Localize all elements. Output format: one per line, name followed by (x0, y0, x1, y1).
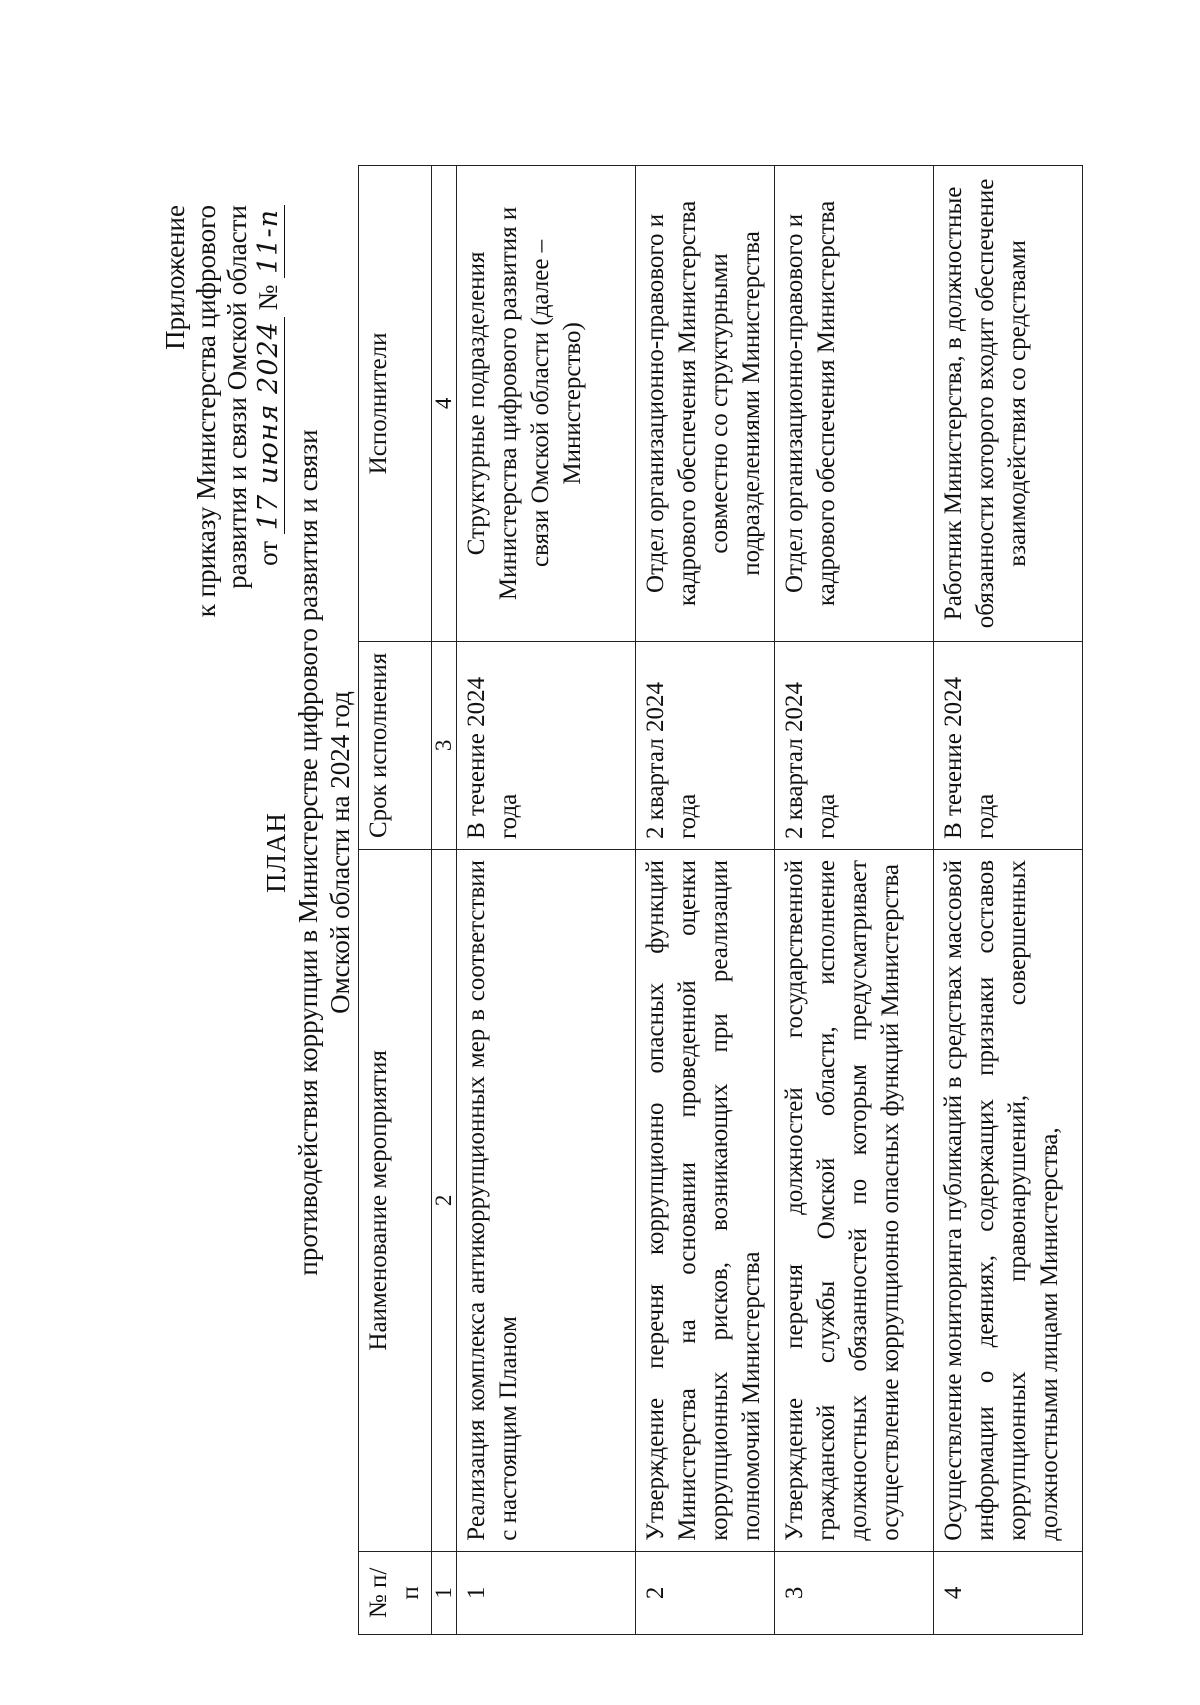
plan-title: ПЛАН (261, 812, 291, 893)
activity-name: Утверждение перечня коррупционно опасных функций Министерства на основании проведенной оценки коррупционных рисков, возникающих при реализации полномочий Министерства (636, 849, 775, 1551)
column-number-row (432, 166, 457, 1635)
activity-term: 2 квартал 2024 года (636, 641, 775, 849)
handwritten-number: 11-п (253, 205, 285, 278)
appendix-order-line: к приказу Министерства цифрового (191, 205, 221, 618)
column-number: 1 (432, 1551, 457, 1634)
row-number: 3 (775, 1551, 934, 1634)
column-number: 2 (432, 849, 457, 1551)
table-row (775, 166, 934, 1635)
header-term: Срок исполнения (359, 641, 432, 849)
plan-title-block (260, 0, 356, 1705)
plan-subtitle-line1: противодействия коррупции в Министерстве цифрового развития и связи (293, 429, 323, 1276)
handwritten-date: 17 июня 2024 (253, 317, 285, 534)
column-number: 3 (432, 641, 457, 849)
activity-executors: Отдел организационно-правового и кадрового обеспечения Министерства (775, 166, 934, 642)
activity-name: Реализация комплекса антикоррупционных мер в соответствии с настоящим Планом (457, 849, 636, 1551)
table-row (457, 166, 636, 1635)
row-number: 2 (636, 1551, 775, 1634)
activity-executors: Структурные подразделения Министерства цифрового развития и связи Омской области (далее – Министерство) (457, 166, 636, 642)
column-number: 4 (432, 166, 457, 642)
header-num: № п/п (359, 1551, 432, 1634)
appendix-number-label: № (253, 284, 283, 311)
row-number: 4 (934, 1551, 1083, 1634)
plan-table (358, 165, 1083, 1635)
header-name: Наименование мероприятия (359, 849, 432, 1551)
activity-term: В течение 2024 года (457, 641, 636, 849)
activity-term: В течение 2024 года (934, 641, 1083, 849)
appendix-title: Приложение (160, 205, 190, 350)
activity-name: Осуществление мониторинга публикаций в средствах массовой информации о деяниях, содержащих признаки составов коррупционных правонарушений, совершенных должностными лицами Министерства, (934, 849, 1083, 1551)
activity-executors: Отдел организационно-правового и кадрового обеспечения Министерства совместно со структурными подразделениями Министерства (636, 166, 775, 642)
appendix-from-label: от (253, 540, 283, 566)
table-header-row (359, 166, 432, 1635)
activity-executors: Работник Министерства, в должностные обязанности которого входит обеспечение взаимодействия со средствами (934, 166, 1083, 642)
header-executors: Исполнители (359, 166, 432, 642)
appendix-ministry-line: развития и связи Омской области (222, 205, 252, 589)
table-row (934, 166, 1083, 1635)
table-row (636, 166, 775, 1635)
activity-term: 2 квартал 2024 года (775, 641, 934, 849)
activity-name: Утверждение перечня должностей государственной гражданской службы Омской области, исполнение должностных обязанностей по которым предусматривает осуществление коррупционно опасных функций Министерства (775, 849, 934, 1551)
plan-subtitle-line2: Омской области на 2024 год (325, 691, 355, 1014)
row-number: 1 (457, 1551, 636, 1634)
